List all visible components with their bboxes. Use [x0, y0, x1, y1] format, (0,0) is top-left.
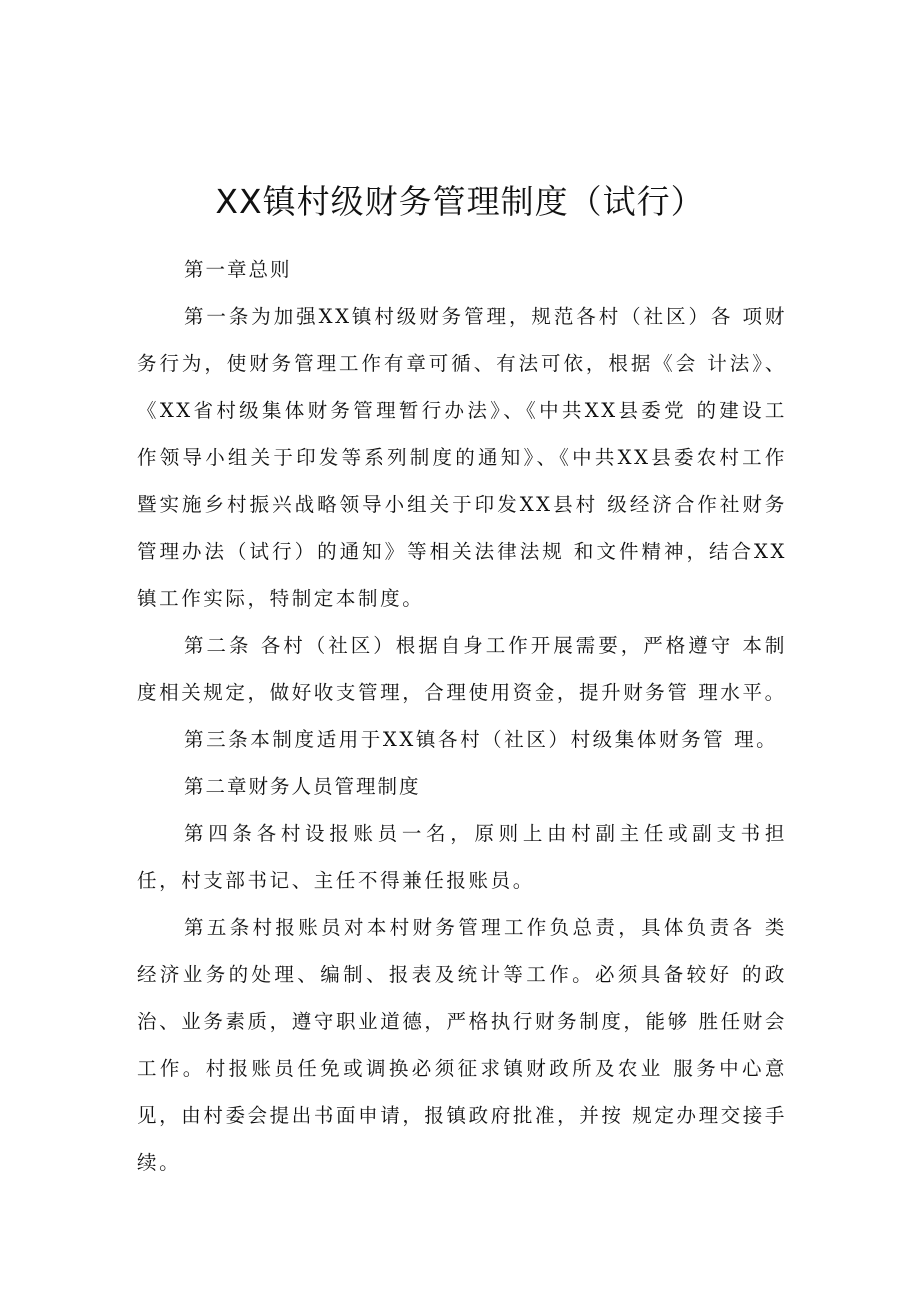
chapter-heading-general: 第一章总则 [184, 258, 292, 281]
document-title: XX镇村级财务管理制度（试行） [215, 182, 705, 221]
article-2-paragraph: 第二条 各村（社区）根据自身工作开展需要，严格遵守 本制度相关规定，做好收支管理，合理使用资金，提升财务管 理水平。 [137, 634, 787, 704]
article-1-paragraph: 第一条为加强XX镇村级财务管理，规范各村（社区）各 项财务行为，使财务管理工作有章可循、有法可依，根据《会 计法》、《XX省村级集体财务管理暂行办法》、《中共XX县委党 的建设工作领导小组关于印发等系列制度的通知》、《中共XX县委农村工作暨实施乡村振兴战略领导小组关于印发XX县村 级经济合作社财务管理办法（试行）的通知》等相关法律法规 和文件精神，结合XX镇工作实际，特制定本制度。 [137, 305, 787, 610]
article-4-paragraph: 第四条各村设报账员一名，原则上由村副主任或副支书担 任，村支部书记、主任不得兼任报账员。 [137, 822, 787, 892]
chapter-heading-personnel: 第二章财务人员管理制度 [184, 775, 421, 798]
document-body [137, 246, 787, 1186]
article-3-paragraph: 第三条本制度适用于XX镇各村（社区）村级集体财务管 理。 [184, 728, 779, 751]
article-5-paragraph: 第五条村报账员对本村财务管理工作负总责，具体负责各 类经济业务的处理、编制、报表及统计等工作。必须具备较好 的政治、业务素质，遵守职业道德，严格执行财务制度，能够 胜任财会工作。村报账员任免或调换必须征求镇财政所及农业 服务中心意见，由村委会提出书面申请，报镇政府批准，并按 规定办理交接手续。 [137, 916, 787, 1174]
